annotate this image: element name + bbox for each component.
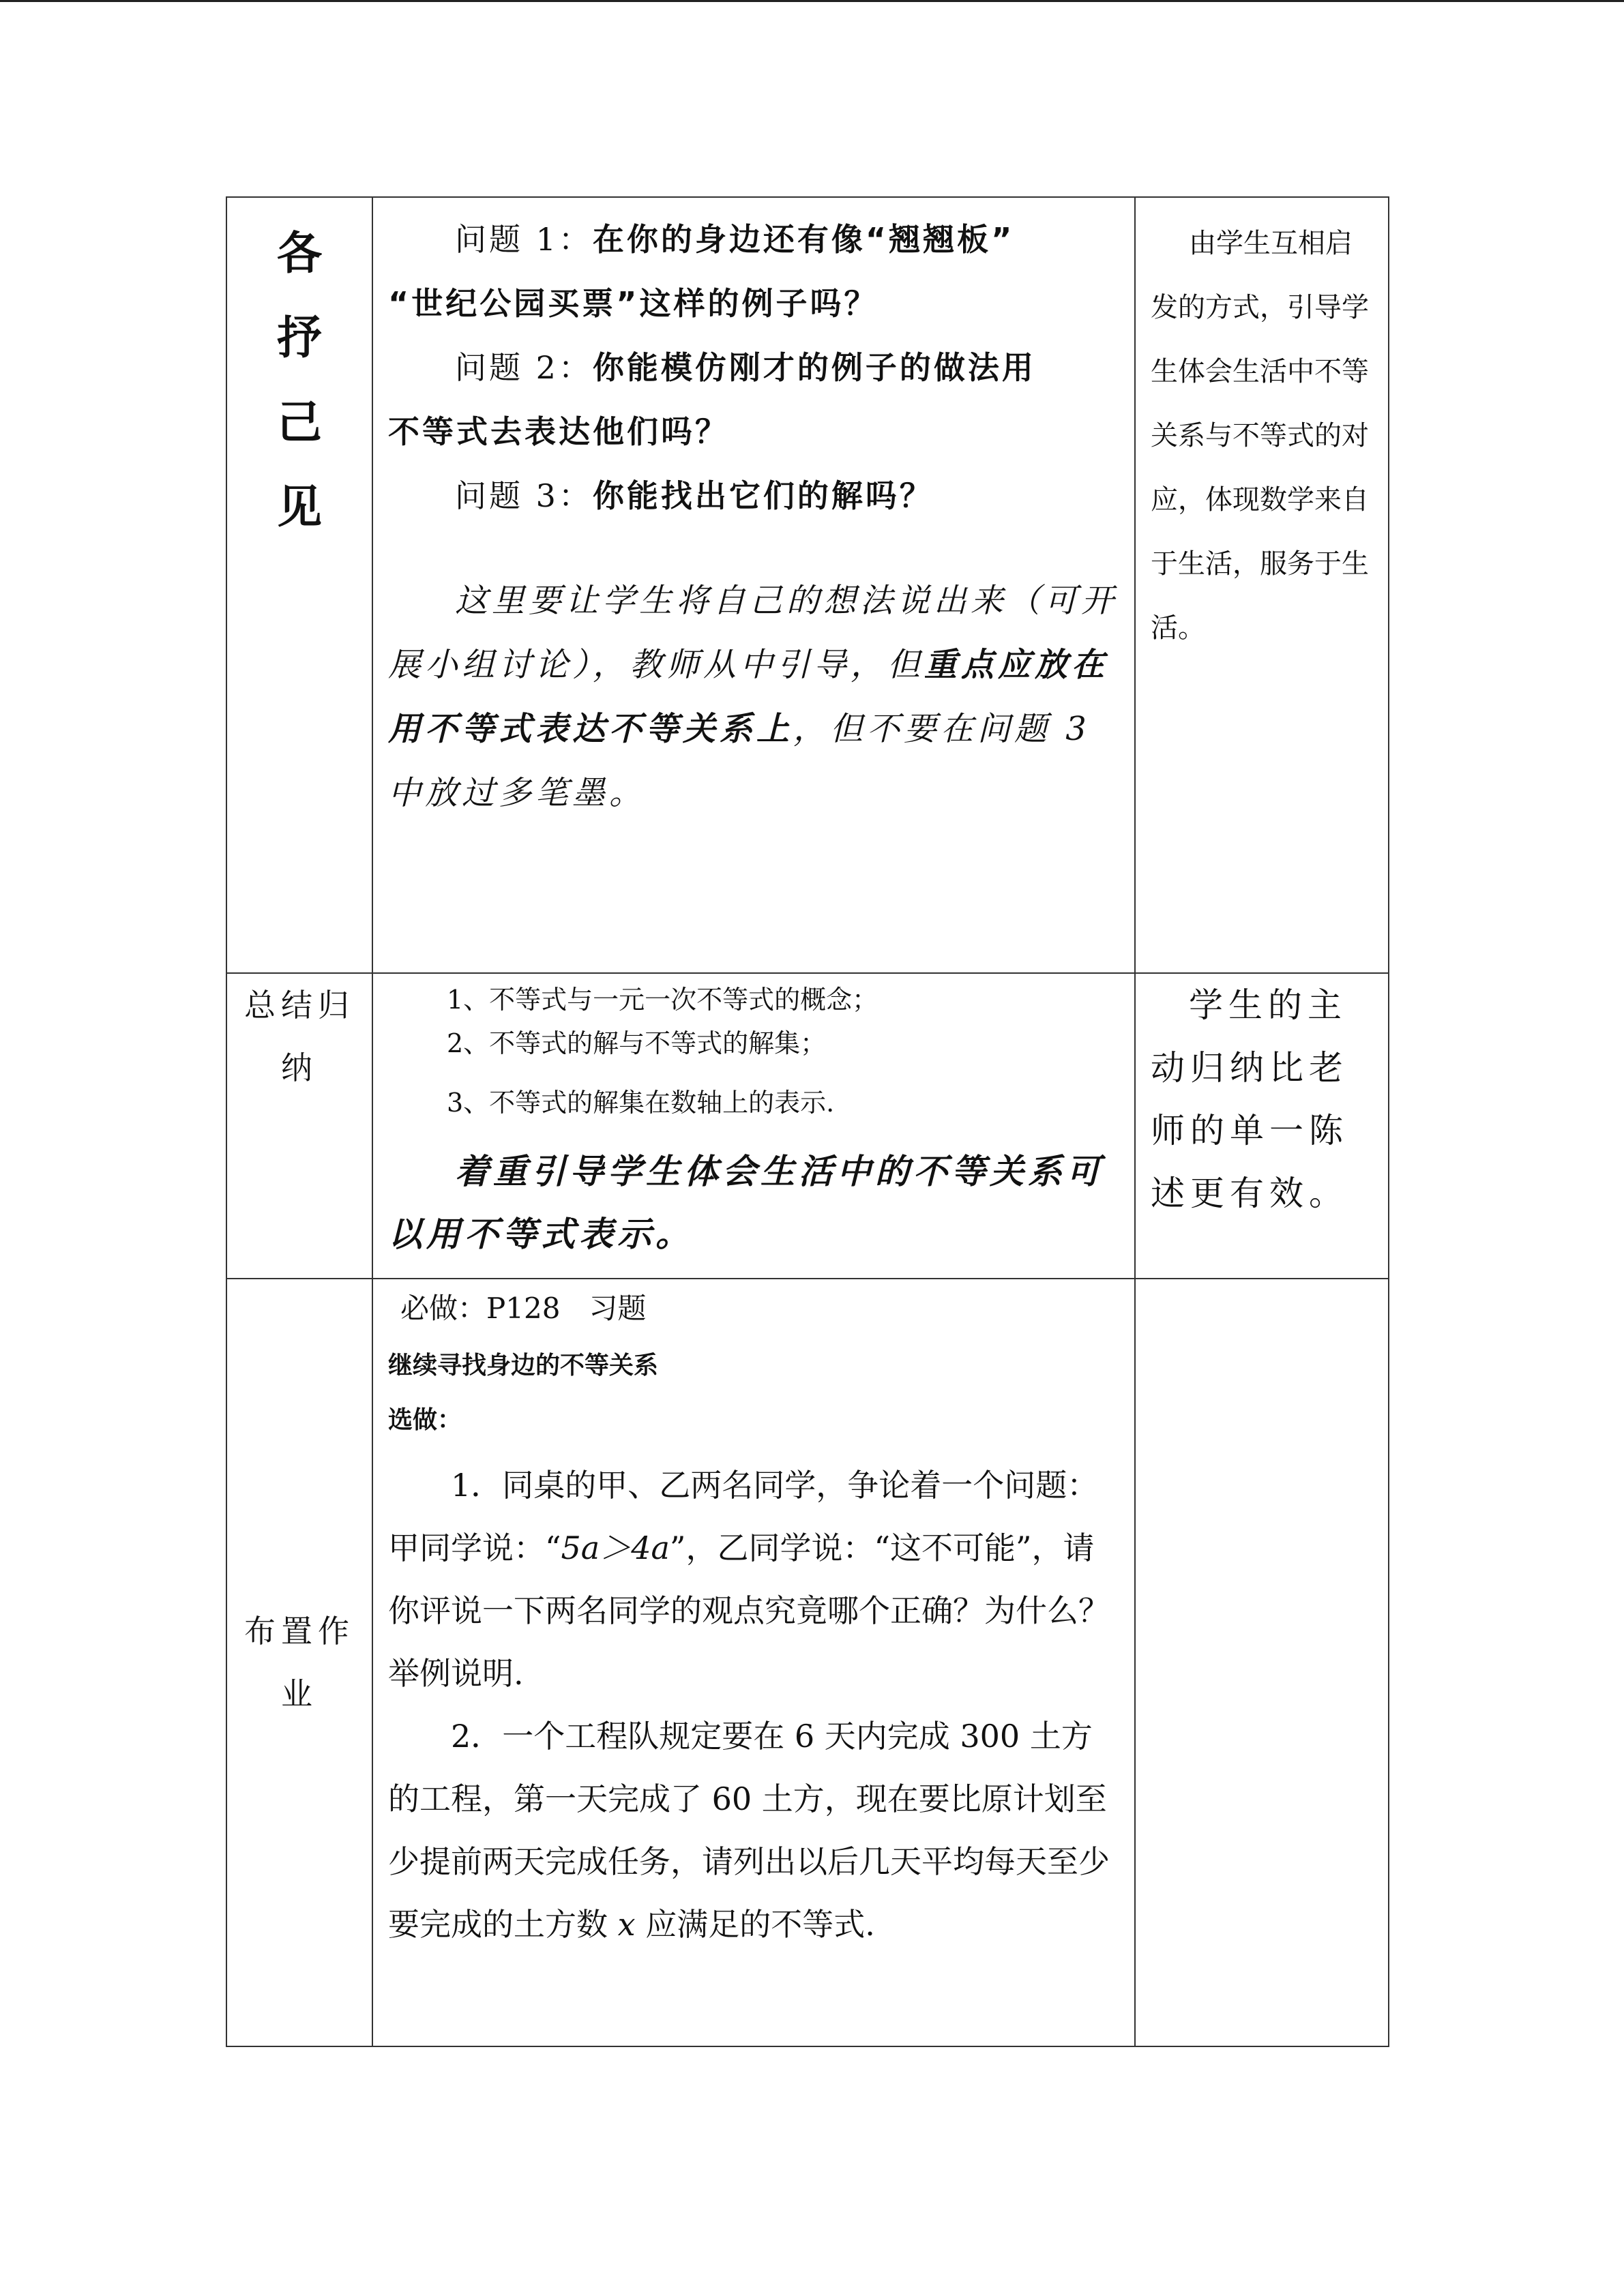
table-row	[226, 1279, 1389, 2046]
exercise-text: ”，乙同学说：“这不可能”，请你评说一下两名同学的观点究竟哪个正确？为什么？举例说明.	[388, 1530, 1110, 1692]
question-text: 不等式去表达他们吗？	[388, 413, 729, 450]
question-1	[388, 207, 1119, 271]
question-3	[388, 464, 1119, 528]
teaching-note	[388, 569, 1119, 825]
list-item: 2、不等式的解与不等式的解集；	[447, 1028, 827, 1058]
exercise-1	[388, 1454, 1119, 1705]
section-label-vertical	[227, 198, 372, 550]
lesson-plan-table	[226, 196, 1389, 2047]
label-char: 抒	[277, 312, 322, 364]
row-label-cell	[226, 973, 372, 1279]
design-intent	[1136, 198, 1388, 660]
note-emphasis: 重点应放在用不等式表达不等关系上	[388, 646, 1109, 748]
question-text: 在你的身边还有像“翘翘板”	[592, 221, 1015, 258]
question-2-cont	[388, 400, 1119, 464]
content-cell	[372, 197, 1135, 973]
side-note-cell	[1135, 1279, 1389, 2046]
page-top-border	[0, 0, 1624, 2]
content-cell	[372, 1279, 1135, 2046]
note-text: ，但不要在问题 3 中放过多笔墨。	[388, 710, 1091, 812]
side-note-cell	[1135, 973, 1389, 1279]
row-label-cell	[226, 1279, 372, 2046]
summary-note: 着重引导学生体会生活中的不等关系可以用不等式表示。	[388, 1152, 1104, 1254]
question-1-cont	[388, 271, 1119, 336]
side-text: 发的方式，引导学生体会生活中不等关系与不等式的对应，体现数学来自于生活，服务于生活。	[1151, 292, 1369, 644]
section-label: 总结归纳	[244, 987, 355, 1086]
question-2	[388, 336, 1119, 400]
row-label-cell	[226, 197, 372, 973]
label-char: 各	[277, 227, 322, 280]
content-cell	[372, 973, 1135, 1279]
homework-task: 继续寻找身边的不等关系	[388, 1352, 659, 1380]
exercise-text: 应满足的不等式.	[635, 1906, 875, 1943]
label-char: 见	[277, 481, 322, 533]
homework-optional-label: 选做：	[388, 1406, 462, 1434]
list-item: 1、不等式与一元一次不等式的概念；	[447, 985, 879, 1015]
exercise-2	[388, 1705, 1119, 1956]
math-variable: x	[617, 1906, 636, 1943]
note-text: 这里要让学生将自己的想法说出来（可开展小组讨论），教师从中引导，但	[388, 582, 1119, 684]
label-char: 己	[277, 396, 322, 449]
question-prefix: 问题 3：	[455, 477, 593, 514]
question-prefix: 问题 2：	[455, 349, 593, 386]
exercise-text: 2．一个工程队规定要在 6 天内完成 300 土方的工程，第一天完成了 60 土方，现在要比原计划至少提前两天完成任务，请列出以后几天平均每天至少要完成的土方数	[388, 1718, 1110, 1943]
homework-required: 必做：P128 习题	[400, 1292, 647, 1325]
question-text: 你能模仿刚才的例子的做法用	[592, 349, 1036, 386]
exercise-text: 1．同桌的甲、乙两名同学，争论着一个问题：甲同学说：“	[388, 1467, 1099, 1566]
side-text: 学生的主	[1189, 985, 1347, 1025]
table-row	[226, 973, 1389, 1279]
list-item: 3、不等式的解集在数轴上的表示.	[447, 1088, 835, 1118]
question-text: 你能找出它们的解吗？	[592, 477, 934, 514]
side-text: 动归纳比老师的单一陈述更有效。	[1151, 1048, 1348, 1213]
question-text: “世纪公园买票”这样的例子吗？	[388, 285, 879, 322]
side-text: 由学生互相启	[1189, 228, 1353, 259]
table-row	[226, 197, 1389, 973]
math-expression: 5a＞4a	[561, 1530, 670, 1566]
design-intent	[1136, 974, 1388, 1225]
question-prefix: 问题 1：	[455, 221, 593, 258]
section-label: 布置作业	[244, 1613, 355, 1712]
side-note-cell	[1135, 197, 1389, 973]
